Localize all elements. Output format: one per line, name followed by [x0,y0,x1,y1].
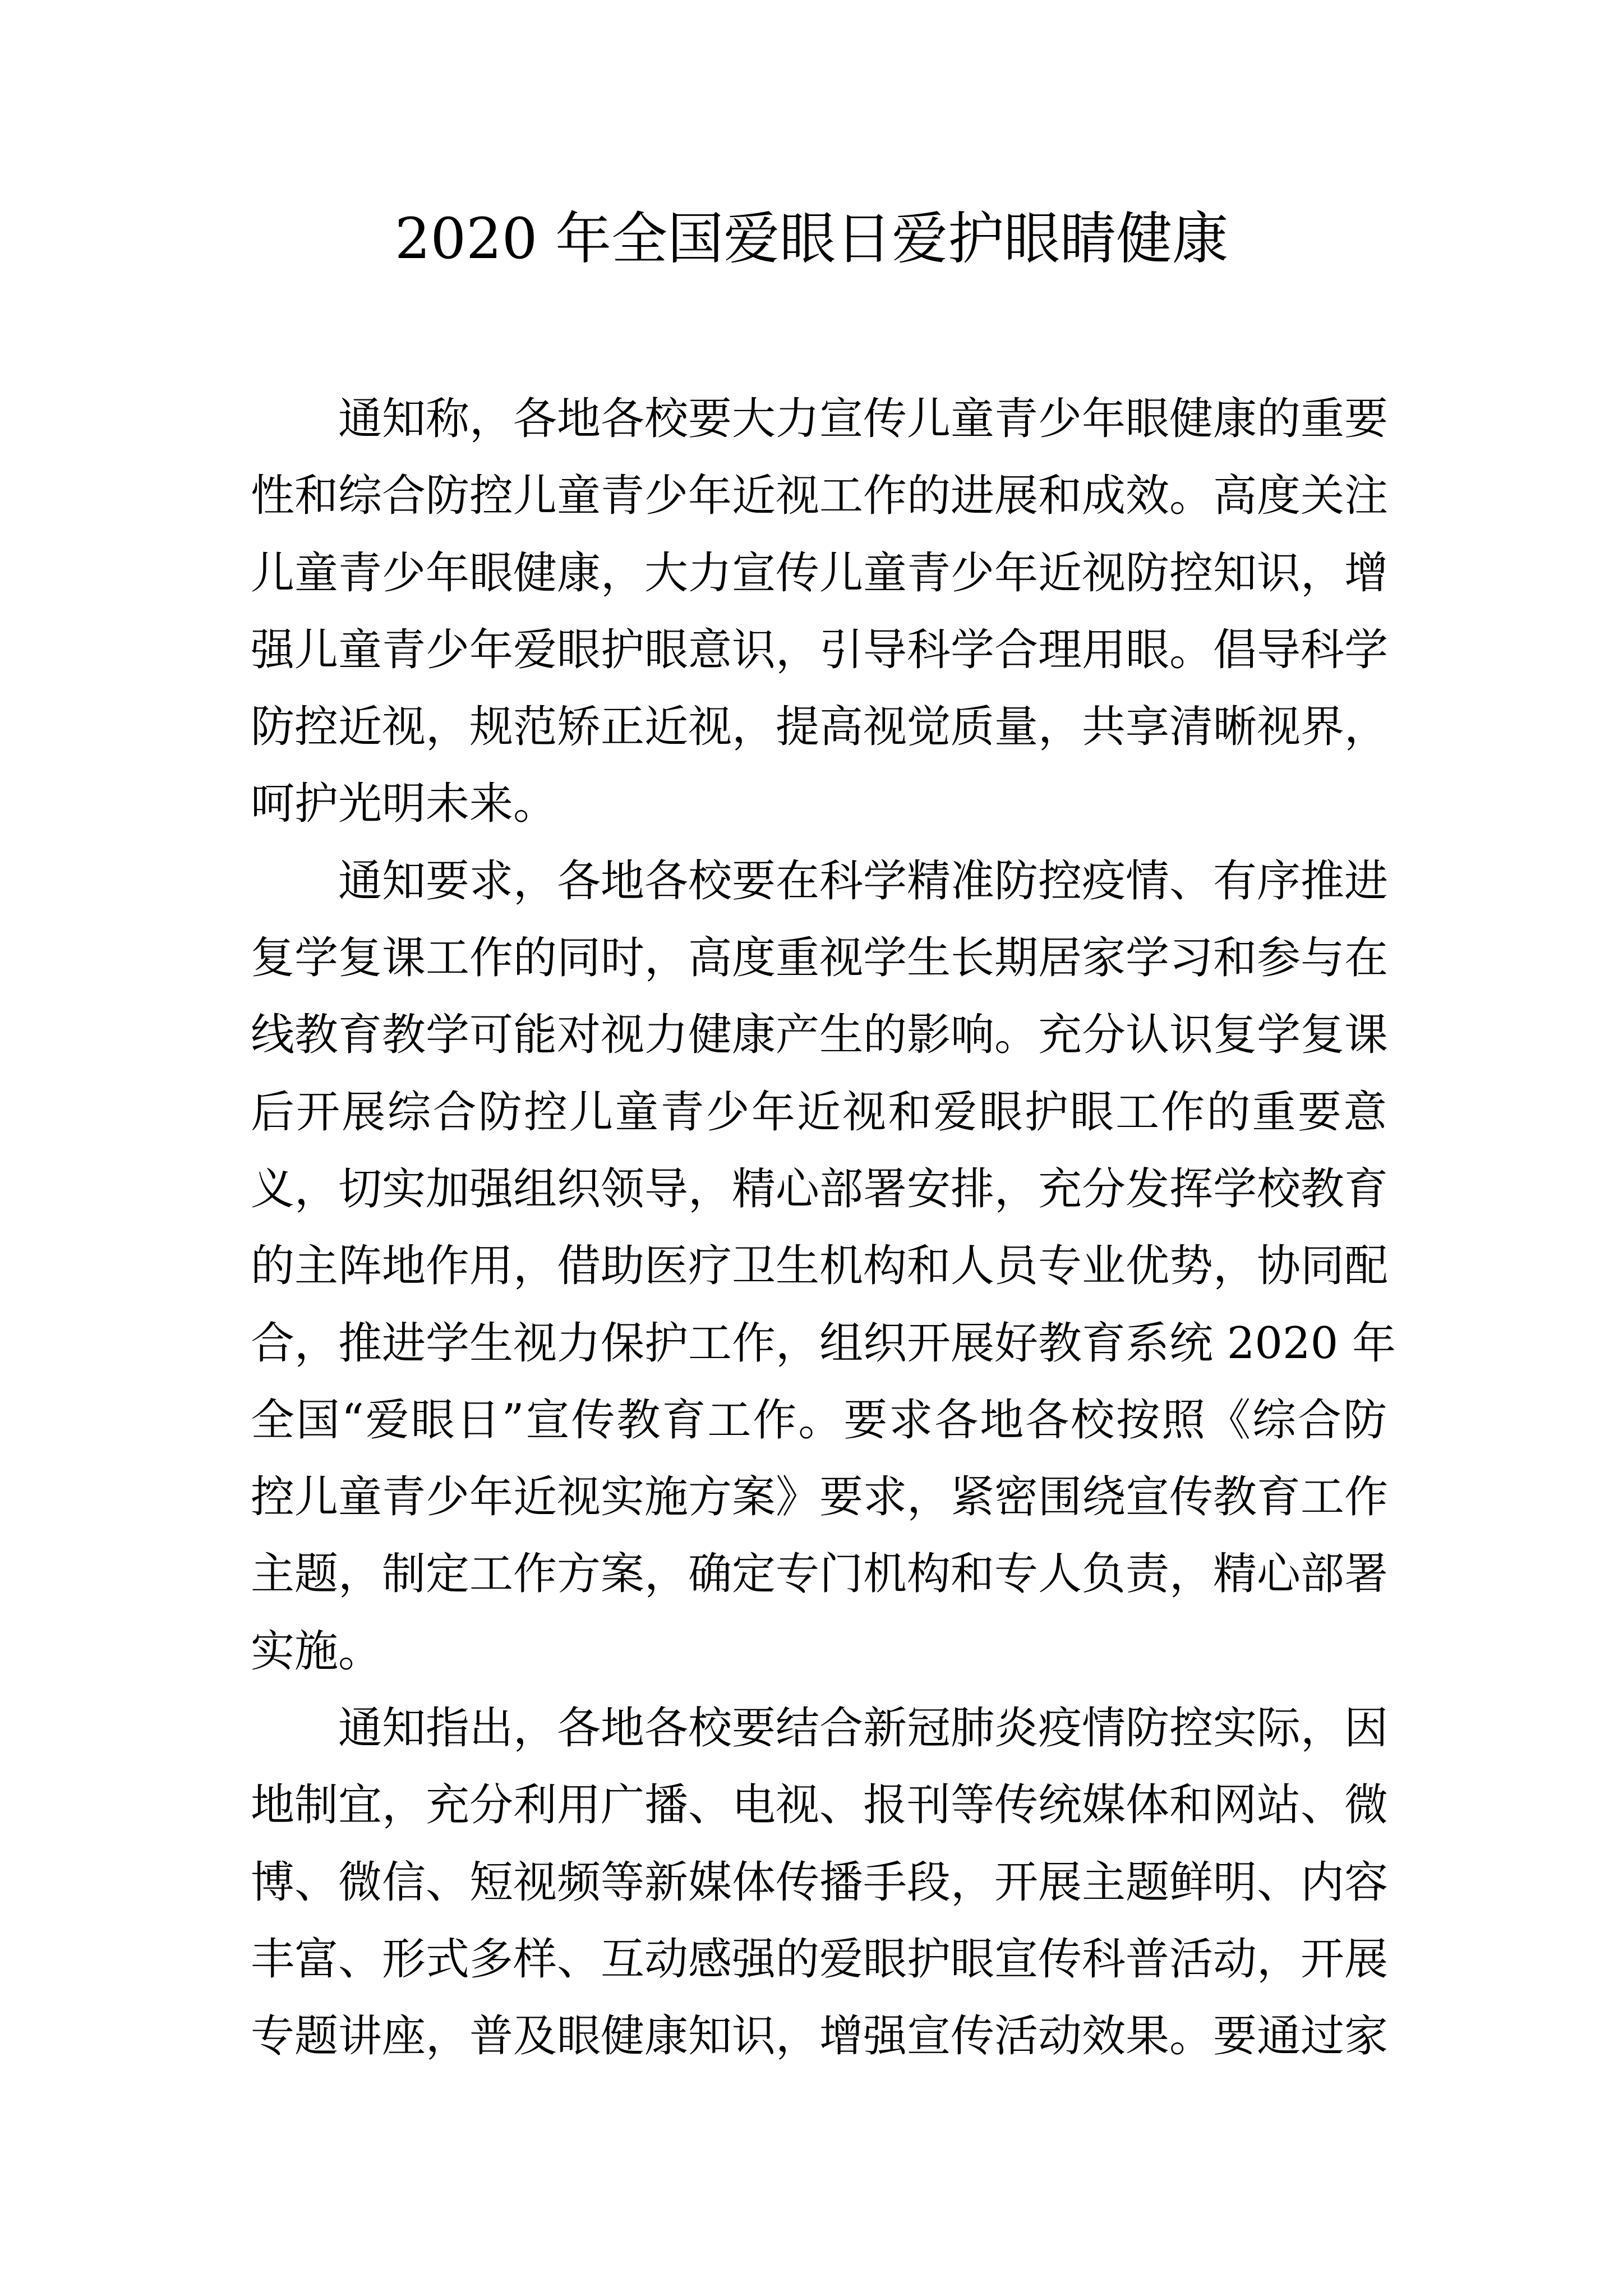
text-line: 性和综合防控儿童青少年近视工作的进展和成效。高度关注 [251,471,1389,522]
text-line: 儿童青少年眼健康，大力宣传儿童青少年近视防控知识，增 [251,547,1389,599]
text-line: 合，推进学生视力保护工作，组织开展好教育系统 2020 年 [251,1318,1396,1369]
text-line: 丰富、形式多样、互动感强的爱眼护眼宣传科普活动，开展 [251,1934,1389,1985]
text-line: 通知指出，各地各校要结合新冠肺炎疫情防控实际，因 [338,1703,1389,1754]
text-line: 通知要求，各地各校要在科学精准防控疫情、有序推进 [338,855,1389,907]
text-line: 实施。 [251,1626,382,1677]
text-line: 复学复课工作的同时，高度重视学生长期居家学习和参与在 [251,933,1389,984]
document-body [251,381,1396,2076]
paragraph [251,381,1387,843]
text-line: 控儿童青少年近视实施方案》要求，紧密围绕宣传教育工作 [251,1472,1389,1523]
text-line: 呵护光明未来。 [251,779,557,830]
paragraph [251,1690,1387,2075]
text-line: 强儿童青少年爱眼护眼意识，引导科学合理用眼。倡导科学 [251,624,1389,675]
text-line: 全国“爱眼日”宣传教育工作。要求各地各校按照《综合防 [251,1395,1387,1446]
text-line: 专题讲座，普及眼健康知识，增强宣传活动效果。要通过家 [251,2011,1389,2062]
text-line: 通知称，各地各校要大力宣传儿童青少年眼健康的重要 [338,394,1389,444]
document-title: 2020 年全国爱眼日爱护眼睛健康 [394,206,1229,272]
text-line: 主题，制定工作方案，确定专门机构和专人负责，精心部署 [251,1549,1389,1600]
text-line: 义，切实加强组织领导，精心部署安排，充分发挥学校教育 [251,1163,1389,1214]
text-line: 后开展综合防控儿童青少年近视和爱眼护眼工作的重要意 [251,1087,1387,1138]
text-line: 防控近视，规范矫正近视，提高视觉质量，共享清晰视界， [251,702,1389,753]
text-line: 线教育教学可能对视力健康产生的影响。充分认识复学复课 [251,1010,1389,1061]
paragraph [251,843,1396,1690]
text-line: 地制宜，充分利用广播、电视、报刊等传统媒体和网站、微 [251,1780,1389,1831]
text-line: 博、微信、短视频等新媒体传播手段，开展主题鲜明、内容 [251,1857,1389,1908]
text-line: 的主阵地作用，借助医疗卫生机构和人员专业优势，协同配 [251,1241,1389,1292]
